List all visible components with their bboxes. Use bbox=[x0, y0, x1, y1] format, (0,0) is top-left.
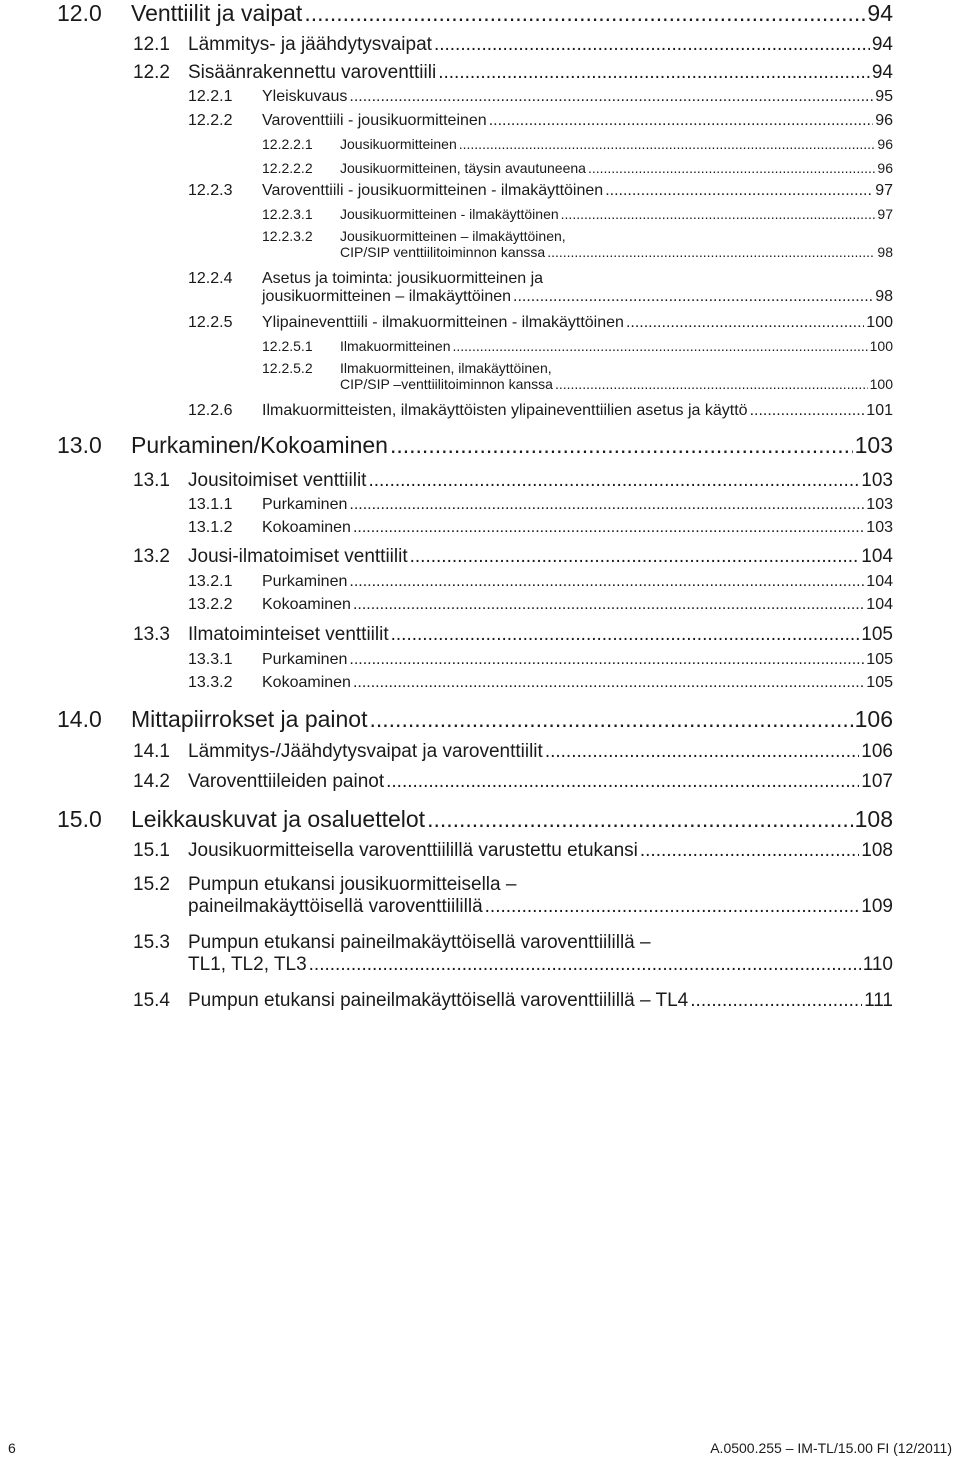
toc-entry-page: 98 bbox=[875, 288, 893, 305]
toc-entry-title: Purkaminen bbox=[262, 651, 348, 668]
toc-entry-number: 12.1 bbox=[133, 34, 170, 55]
toc-entry-title: Pumpun etukansi jousikuormitteisella – bbox=[188, 874, 517, 895]
toc-entry-page: 104 bbox=[861, 546, 893, 567]
toc-entry-page: 104 bbox=[866, 596, 893, 613]
toc-entry-title: Leikkauskuvat ja osaluettelot bbox=[131, 806, 426, 832]
toc-entry-title: Varoventtiileiden painot bbox=[188, 771, 385, 792]
toc-entry-number: 15.0 bbox=[57, 806, 102, 832]
toc-entry[interactable] bbox=[262, 206, 893, 222]
toc-entry-title: Yleiskuvaus bbox=[262, 88, 348, 105]
toc-entry-page: 106 bbox=[854, 706, 893, 732]
toc-entry-number: 13.3 bbox=[133, 624, 170, 645]
toc-entry-page: 96 bbox=[877, 136, 893, 152]
toc-dot-leader bbox=[555, 376, 868, 392]
toc-entry[interactable] bbox=[133, 741, 893, 763]
toc-dot-leader bbox=[390, 432, 853, 459]
toc-entry-page: 96 bbox=[875, 112, 893, 129]
toc-entry[interactable] bbox=[57, 706, 893, 733]
toc-entry[interactable] bbox=[262, 228, 893, 260]
toc-entry[interactable] bbox=[133, 771, 893, 793]
toc-dot-leader bbox=[690, 990, 862, 1012]
toc-entry-page: 107 bbox=[861, 771, 893, 792]
toc-dot-leader bbox=[349, 88, 873, 106]
toc-entry-page: 96 bbox=[877, 160, 893, 176]
toc-entry-number: 12.2.2.1 bbox=[262, 136, 313, 152]
toc-entry-page: 103 bbox=[866, 519, 893, 536]
toc-entry[interactable] bbox=[57, 432, 893, 459]
toc-entry[interactable] bbox=[188, 596, 893, 614]
toc-entry[interactable] bbox=[188, 573, 893, 591]
toc-entry-page: 103 bbox=[861, 470, 893, 491]
toc-entry-page: 94 bbox=[867, 0, 893, 26]
toc-entry-page: 100 bbox=[866, 314, 893, 331]
toc-entry-title: Varoventtiili - jousikuormitteinen bbox=[262, 112, 487, 129]
footer-page-number: 6 bbox=[8, 1440, 16, 1456]
toc-entry-title: Venttiilit ja vaipat bbox=[131, 0, 303, 26]
toc-dot-leader bbox=[349, 496, 864, 514]
toc-entry[interactable] bbox=[262, 160, 893, 176]
toc-entry-number: 13.3.1 bbox=[188, 651, 233, 668]
toc-entry[interactable] bbox=[188, 674, 893, 692]
toc-dot-leader bbox=[750, 402, 865, 420]
toc-entry[interactable] bbox=[133, 932, 893, 976]
toc-entry-number: 12.2.5.2 bbox=[262, 360, 313, 376]
toc-entry[interactable] bbox=[262, 338, 893, 354]
toc-entry[interactable] bbox=[133, 470, 893, 492]
toc-dot-leader bbox=[640, 840, 859, 862]
toc-dot-leader bbox=[386, 771, 859, 793]
toc-entry-title: Jousi-ilmatoimiset venttiilit bbox=[188, 546, 408, 567]
toc-entry-page: 101 bbox=[866, 402, 893, 419]
toc-dot-leader bbox=[561, 206, 876, 222]
toc-entry[interactable] bbox=[188, 182, 893, 200]
toc-entry[interactable] bbox=[188, 519, 893, 537]
toc-entry-page: 109 bbox=[861, 896, 893, 917]
toc-entry-number: 13.3.2 bbox=[188, 674, 233, 691]
toc-entry[interactable] bbox=[133, 34, 893, 56]
toc-dot-leader bbox=[545, 741, 859, 763]
toc-entry[interactable] bbox=[262, 136, 893, 152]
toc-entry-number: 12.2.4 bbox=[188, 270, 233, 287]
toc-entry-page: 105 bbox=[866, 651, 893, 668]
toc-entry-page: 95 bbox=[875, 88, 893, 105]
toc-entry-page: 103 bbox=[854, 432, 893, 458]
toc-entry-page: 100 bbox=[869, 376, 893, 392]
toc-entry-title: Ilmakuormitteisten, ilmakäyttöisten ylipaineventtiilien asetus ja käyttö bbox=[262, 402, 748, 419]
toc-entry-title: Ilmakuormitteinen, ilmakäyttöinen, bbox=[340, 360, 552, 376]
toc-entry[interactable] bbox=[188, 496, 893, 514]
toc-entry-title: Purkaminen bbox=[262, 496, 348, 513]
toc-entry-title: Purkaminen bbox=[262, 573, 348, 590]
toc-entry-number: 13.2 bbox=[133, 546, 170, 567]
toc-entry-page: 94 bbox=[871, 62, 893, 83]
toc-entry-title-continued: CIP/SIP –venttiilitoiminnon kanssa bbox=[340, 376, 553, 392]
toc-entry-page: 108 bbox=[854, 806, 893, 832]
toc-entry-number: 15.2 bbox=[133, 874, 170, 895]
toc-dot-leader bbox=[459, 136, 876, 152]
toc-dot-leader bbox=[485, 896, 860, 918]
toc-entry-page: 97 bbox=[875, 182, 893, 199]
toc-dot-leader bbox=[353, 674, 864, 692]
toc-entry[interactable] bbox=[133, 624, 893, 646]
toc-entry-title: Ylipaineventtiili - ilmakuormitteinen - ilmakäyttöinen bbox=[262, 314, 624, 331]
toc-entry-page: 97 bbox=[877, 206, 893, 222]
toc-entry-number: 14.0 bbox=[57, 706, 102, 732]
toc-entry-title: Pumpun etukansi paineilmakäyttöisellä varoventtiilillä – TL4 bbox=[188, 990, 689, 1011]
toc-entry-number: 13.2.1 bbox=[188, 573, 233, 590]
toc-entry-number: 12.2.3.1 bbox=[262, 206, 313, 222]
toc-entry-number: 14.2 bbox=[133, 771, 170, 792]
toc-entry-page: 94 bbox=[871, 34, 893, 55]
toc-entry-page: 106 bbox=[861, 741, 893, 762]
footer-document-code: A.0500.255 – IM-TL/15.00 FI (12/2011) bbox=[710, 1440, 952, 1456]
toc-entry-page: 104 bbox=[866, 573, 893, 590]
toc-entry-number: 12.2 bbox=[133, 62, 170, 83]
toc-entry-number: 14.1 bbox=[133, 741, 170, 762]
toc-entry-number: 12.2.2 bbox=[188, 112, 233, 129]
toc-entry[interactable] bbox=[133, 62, 893, 84]
toc-dot-leader bbox=[410, 546, 860, 568]
toc-entry-number: 12.2.5.1 bbox=[262, 338, 313, 354]
toc-entry-title: Sisäänrakennettu varoventtiili bbox=[188, 62, 437, 83]
toc-entry-title: Purkaminen/Kokoaminen bbox=[131, 432, 388, 458]
toc-dot-leader bbox=[438, 62, 870, 84]
toc-dot-leader bbox=[453, 338, 868, 354]
toc-entry[interactable] bbox=[57, 806, 893, 833]
toc-entry-title-continued: paineilmakäyttöisellä varoventtiilillä bbox=[188, 896, 483, 917]
toc-entry-number: 13.1.2 bbox=[188, 519, 233, 536]
toc-dot-leader bbox=[489, 112, 874, 130]
toc-entry-page: 103 bbox=[866, 496, 893, 513]
toc-entry-page: 105 bbox=[861, 624, 893, 645]
toc-dot-leader bbox=[349, 651, 864, 669]
toc-entry-title-continued: CIP/SIP venttiilitoiminnon kanssa bbox=[340, 244, 546, 260]
toc-dot-leader bbox=[353, 596, 864, 614]
toc-dot-leader bbox=[304, 0, 865, 27]
toc-entry-title: Jousikuormitteisella varoventtiilillä varustettu etukansi bbox=[188, 840, 638, 861]
toc-entry-title: Jousitoimiset venttiilit bbox=[188, 470, 367, 491]
toc-dot-leader bbox=[349, 573, 864, 591]
toc-dot-leader bbox=[434, 34, 870, 56]
toc-entry-title: Jousikuormitteinen - ilmakäyttöinen bbox=[340, 206, 559, 222]
toc-entry-number: 13.0 bbox=[57, 432, 102, 458]
toc-entry-title-continued: jousikuormitteinen – ilmakäyttöinen bbox=[262, 288, 512, 305]
toc-dot-leader bbox=[309, 954, 861, 976]
toc-entry-page: 105 bbox=[866, 674, 893, 691]
toc-entry-title: Jousikuormitteinen – ilmakäyttöinen, bbox=[340, 228, 566, 244]
toc-entry-title-continued: TL1, TL2, TL3 bbox=[188, 954, 307, 975]
toc-entry-title: Varoventtiili - jousikuormitteinen - ilmakäyttöinen bbox=[262, 182, 604, 199]
toc-entry[interactable] bbox=[188, 88, 893, 106]
toc-entry[interactable] bbox=[188, 651, 893, 669]
toc-entry-title: Kokoaminen bbox=[262, 519, 351, 536]
toc-entry-title: Pumpun etukansi paineilmakäyttöisellä varoventtiilillä – bbox=[188, 932, 651, 953]
toc-entry[interactable] bbox=[57, 0, 893, 27]
toc-entry-title: Jousikuormitteinen bbox=[340, 136, 457, 152]
toc-dot-leader bbox=[513, 288, 873, 306]
toc-entry-number: 12.0 bbox=[57, 0, 102, 26]
toc-entry-page: 110 bbox=[862, 954, 893, 975]
toc-entry-number: 12.2.3 bbox=[188, 182, 233, 199]
toc-entry-number: 12.2.1 bbox=[188, 88, 233, 105]
toc-entry-number: 15.3 bbox=[133, 932, 170, 953]
toc-entry-title: Kokoaminen bbox=[262, 674, 351, 691]
toc-entry[interactable] bbox=[188, 402, 893, 420]
toc-dot-leader bbox=[626, 314, 864, 332]
toc-entry-title: Ilmatoiminteiset venttiilit bbox=[188, 624, 389, 645]
toc-dot-leader bbox=[588, 160, 875, 176]
toc-dot-leader bbox=[370, 706, 853, 733]
toc-entry[interactable] bbox=[188, 314, 893, 332]
toc-entry[interactable] bbox=[188, 270, 893, 306]
toc-dot-leader bbox=[391, 624, 860, 646]
toc-dot-leader bbox=[353, 519, 864, 537]
toc-entry-page: 108 bbox=[861, 840, 893, 861]
toc-entry-title: Lämmitys- ja jäähdytysvaipat bbox=[188, 34, 432, 55]
toc-dot-leader bbox=[368, 470, 859, 492]
toc-entry-page: 111 bbox=[864, 990, 893, 1011]
toc-entry-title: Jousikuormitteinen, täysin avautuneena bbox=[340, 160, 586, 176]
toc-entry-number: 12.2.2.2 bbox=[262, 160, 313, 176]
toc-entry-title: Mittapiirrokset ja painot bbox=[131, 706, 368, 732]
toc-entry[interactable] bbox=[133, 990, 893, 1012]
toc-entry-title: Kokoaminen bbox=[262, 596, 351, 613]
toc-entry[interactable] bbox=[133, 546, 893, 568]
toc-entry-number: 12.2.5 bbox=[188, 314, 233, 331]
toc-dot-leader bbox=[427, 806, 853, 833]
toc-entry-title: Lämmitys-/Jäähdytysvaipat ja varoventtiilit bbox=[188, 741, 543, 762]
toc-entry-title: Ilmakuormitteinen bbox=[340, 338, 451, 354]
toc-entry-page: 100 bbox=[869, 338, 893, 354]
toc-entry-number: 12.2.3.2 bbox=[262, 228, 313, 244]
toc-dot-leader bbox=[605, 182, 873, 200]
toc-entry[interactable] bbox=[188, 112, 893, 130]
toc-entry-title: Asetus ja toiminta: jousikuormitteinen ja bbox=[262, 270, 544, 287]
toc-entry[interactable] bbox=[262, 360, 893, 392]
toc-entry-number: 13.1 bbox=[133, 470, 170, 491]
toc-entry-number: 15.1 bbox=[133, 840, 170, 861]
toc-entry-number: 13.2.2 bbox=[188, 596, 233, 613]
toc-entry-number: 15.4 bbox=[133, 990, 170, 1011]
toc-entry-number: 12.2.6 bbox=[188, 402, 233, 419]
toc-dot-leader bbox=[547, 244, 875, 260]
toc-entry[interactable] bbox=[133, 840, 893, 862]
toc-entry-page: 98 bbox=[877, 244, 893, 260]
toc-entry-number: 13.1.1 bbox=[188, 496, 233, 513]
toc-entry[interactable] bbox=[133, 874, 893, 918]
